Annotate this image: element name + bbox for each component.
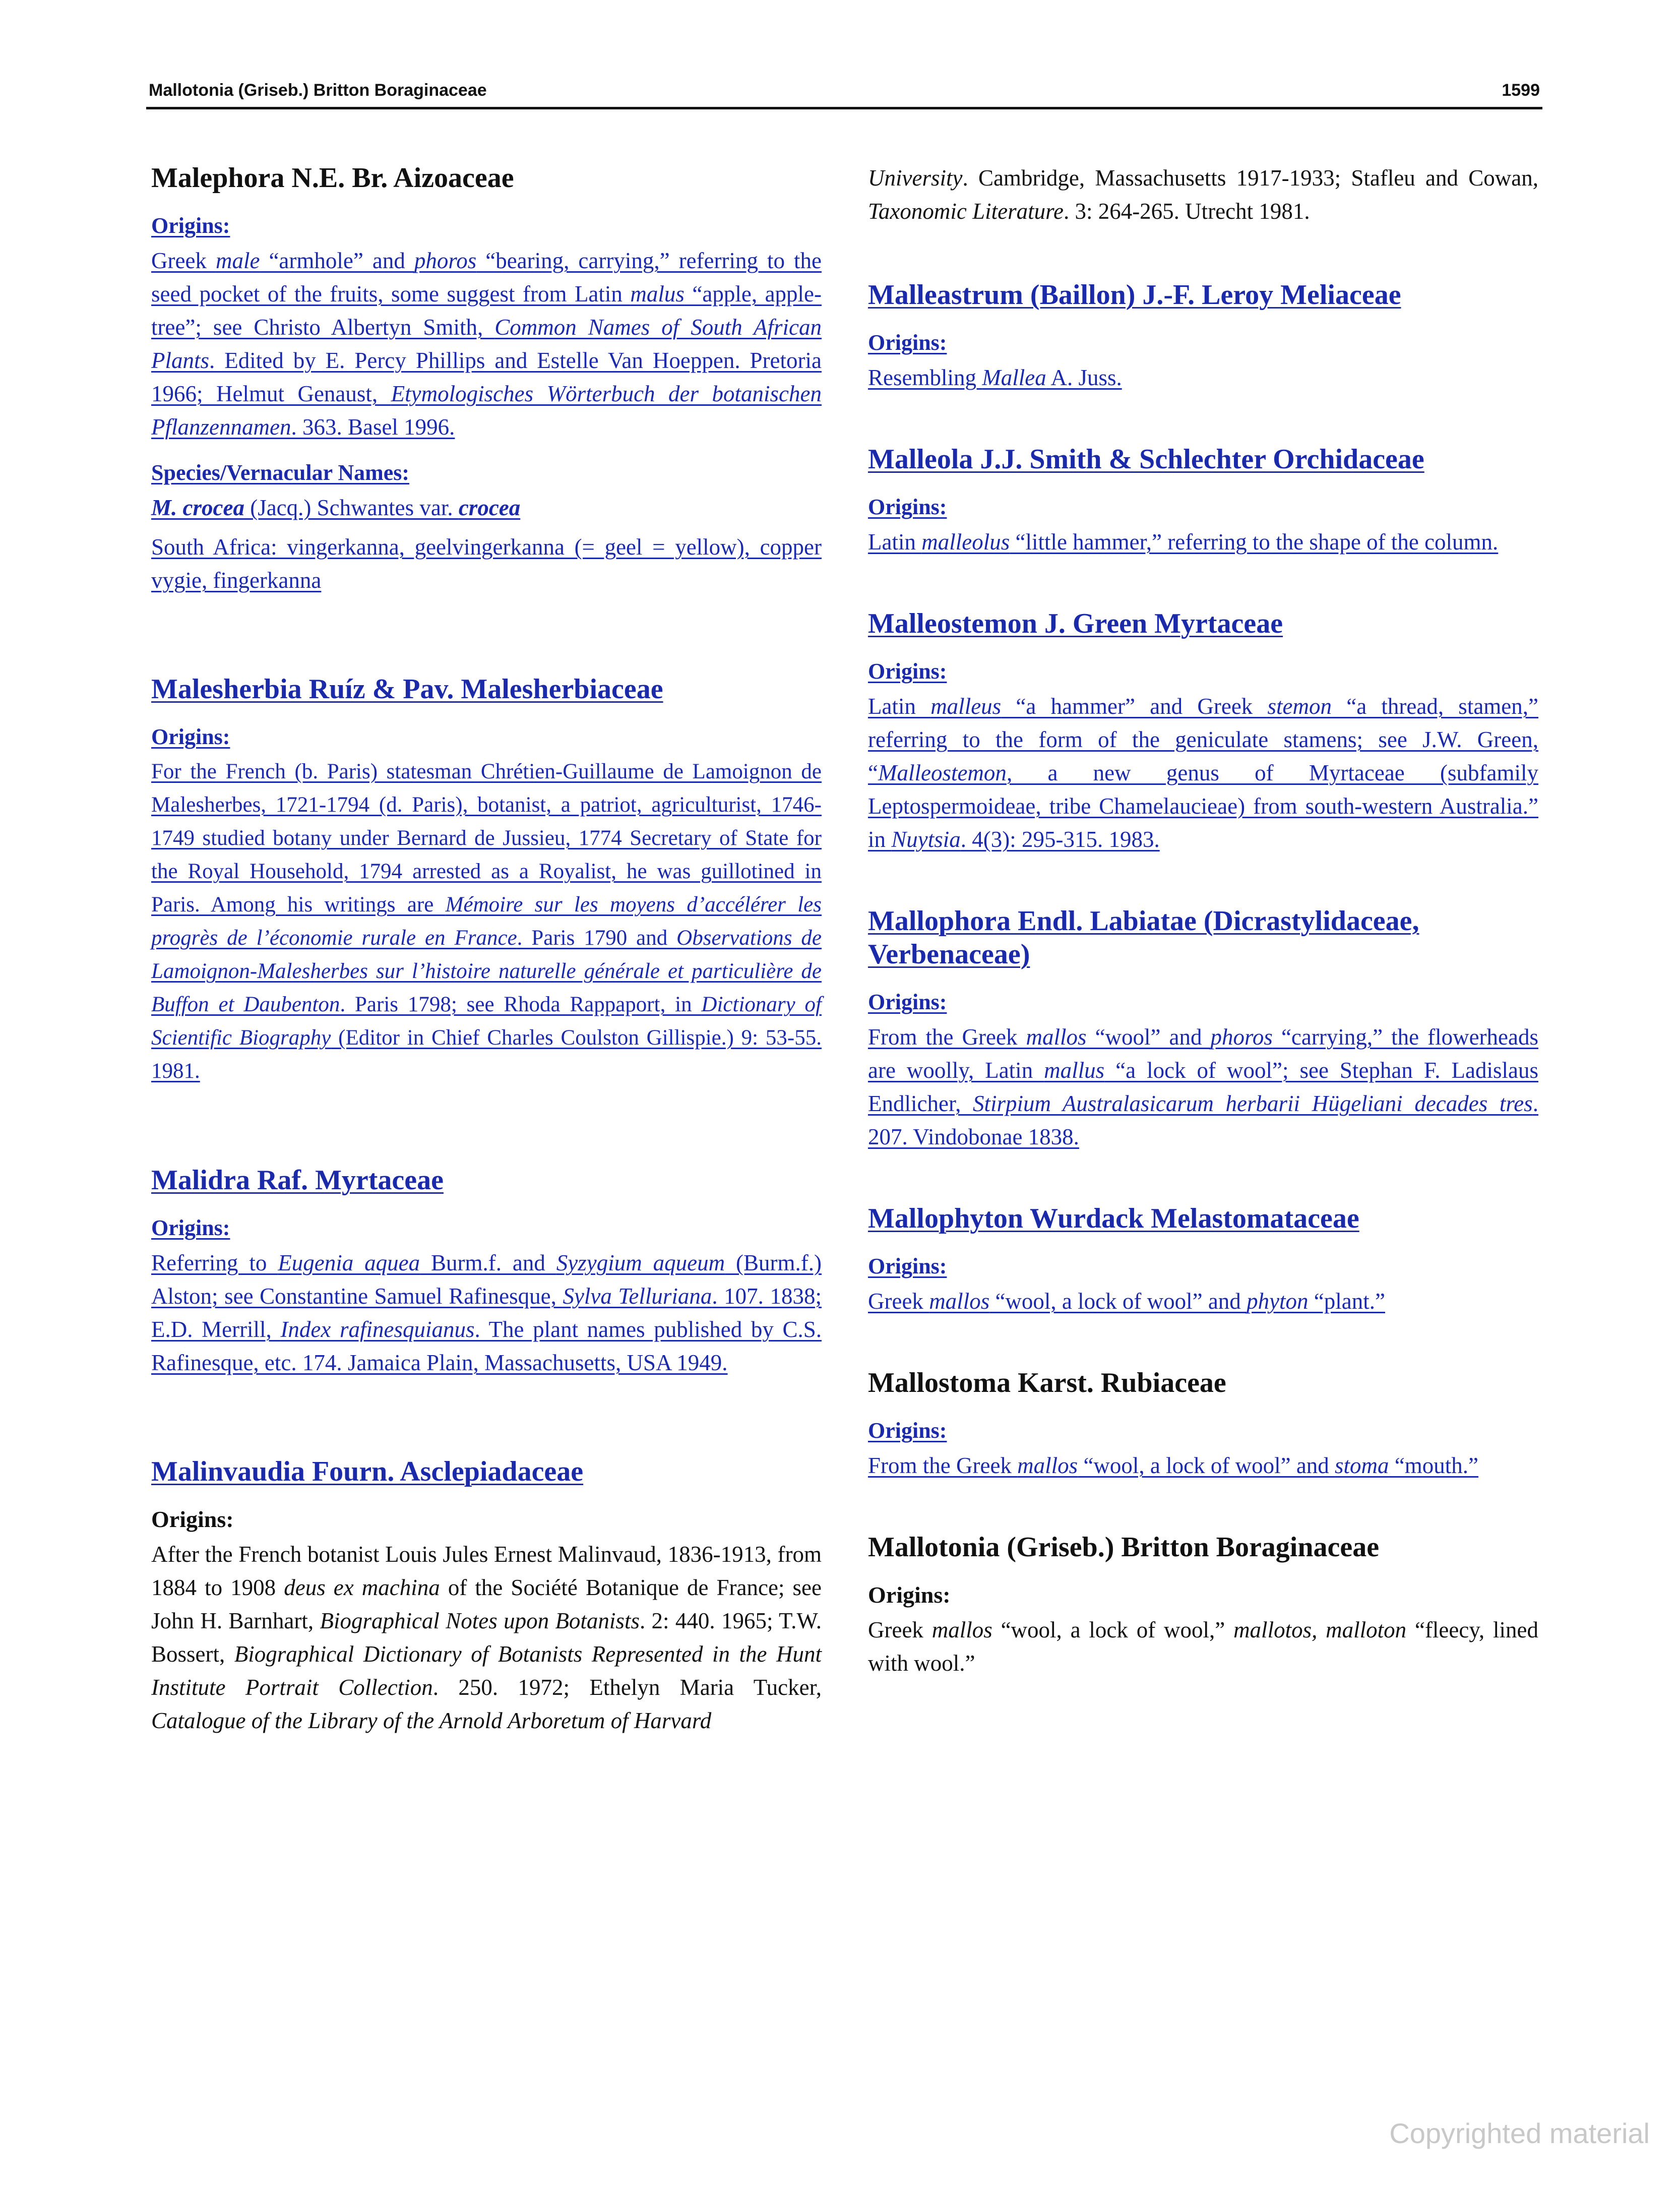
left-column xyxy=(151,161,822,1786)
text-segment: “a thread, stamen,” referring to the form of the geniculate stamens; see J.W. Green, “ xyxy=(868,694,1538,785)
origins-text xyxy=(151,1538,822,1737)
text-segment: “carrying,” the flowerheads are woolly, Latin xyxy=(868,1024,1538,1083)
origins-text[interactable] xyxy=(151,755,822,1088)
text-segment: . Edited by E. Percy Phillips and Estelle Van Hoeppen. Pretoria 1966; Helmut Genaust, xyxy=(151,348,822,406)
origins-label[interactable]: Origins: xyxy=(151,1215,230,1240)
italic-segment: Dictionary of Scientific Biography xyxy=(151,993,822,1050)
entry-title[interactable]: Mallophora Endl. Labiatae (Dicrastylidaceae, Verbenaceae) xyxy=(868,905,1419,970)
italic-segment: M. crocea xyxy=(151,495,244,520)
text-segment: . 2: 440. 1965; T.W. Bossert, xyxy=(151,1608,822,1667)
italic-segment: Taxonomic Literature xyxy=(868,199,1064,224)
italic-segment: Mémoire sur les moyens d’accélérer les progrès de l’économie rurale en France xyxy=(151,893,822,950)
italic-segment: mallotos, malloton xyxy=(1233,1617,1407,1642)
entry-mallotonia xyxy=(868,1531,1538,1680)
origins-label[interactable]: Origins: xyxy=(868,1418,947,1443)
italic-segment: Etymologisches Wörterbuch der botanischen Pflanzennamen xyxy=(151,381,822,440)
text-segment: For the French (b. Paris) statesman Chrétien-Guillaume de Lamoignon de Malesherbes, 1721-1794 (d. Paris), botanist, a patriot, agriculturist, 1746-1749 studied botany under Bernard de Jussieu, 1774 Secretary of State for the Royal Household, 1794 arrested as a Royalist, he was guillotined in Paris. Among his writings are xyxy=(151,760,822,917)
continuation-text xyxy=(868,161,1538,228)
text-segment: . 3: 264-265. Utrecht 1981. xyxy=(1063,199,1310,224)
origins-label: Origins: xyxy=(868,1582,951,1608)
italic-segment: Nuytsia xyxy=(891,827,961,852)
text-segment: “armhole” and xyxy=(260,248,414,273)
italic-segment: Index rafinesquianus xyxy=(280,1317,475,1342)
entry-title: Mallotonia (Griseb.) Britton Boraginaceae xyxy=(868,1532,1380,1563)
text-segment: (Burm.f.) Alston; see Constantine Samuel Rafinesque, xyxy=(151,1250,822,1309)
text-segment: . Cambridge, Massachusetts 1917-1933; Stafleu and Cowan, xyxy=(962,165,1538,191)
entry-title[interactable]: Malesherbia Ruíz & Pav. Malesherbiaceae xyxy=(151,674,663,705)
text-segment: . Paris 1790 and xyxy=(517,926,677,950)
page-number: 1599 xyxy=(1502,81,1540,100)
text-segment: . Paris 1798; see Rhoda Rappaport, in xyxy=(340,993,702,1016)
italic-segment: crocea xyxy=(458,495,521,520)
entry-malleostemon xyxy=(868,607,1538,856)
entry-title[interactable]: Malidra Raf. Myrtaceae xyxy=(151,1165,444,1196)
italic-segment: stemon xyxy=(1267,694,1332,719)
entry-malinvaudia xyxy=(151,1455,822,1737)
text-segment: A. Juss. xyxy=(1046,365,1122,390)
text-segment: Greek xyxy=(868,1289,929,1314)
italic-segment: Syzygium aqueum xyxy=(556,1250,725,1275)
text-segment: Referring to xyxy=(151,1250,278,1275)
text-segment: Greek xyxy=(151,248,216,273)
text-segment: “apple, apple-tree”; see Christo Albertyn Smith, xyxy=(151,281,822,340)
origins-text[interactable] xyxy=(868,361,1538,394)
italic-segment: phoros xyxy=(1210,1024,1273,1050)
italic-segment: Stirpium Australasicarum herbarii Hügeliani decades tres xyxy=(973,1091,1533,1116)
entry-mallophyton xyxy=(868,1202,1538,1318)
origins-label[interactable]: Origins: xyxy=(868,495,947,519)
italic-segment: Catalogue of the Library of the Arnold Arboretum of Harvard xyxy=(151,1708,712,1733)
italic-segment: malus xyxy=(630,281,685,307)
text-segment: “wool, a lock of wool” and xyxy=(1078,1453,1335,1478)
entry-mallostoma xyxy=(868,1366,1538,1482)
entry-title[interactable]: Mallophyton Wurdack Melastomataceae xyxy=(868,1203,1359,1234)
text-segment: “wool, a lock of wool” and xyxy=(989,1289,1247,1314)
origins-label[interactable]: Origins: xyxy=(868,990,947,1014)
running-title: Mallotonia (Griseb.) Britton Boraginaceae xyxy=(149,81,487,100)
text-segment: . 363. Basel 1996. xyxy=(291,414,455,440)
origins-label[interactable]: Origins: xyxy=(868,659,947,684)
text-segment: Latin xyxy=(868,694,931,719)
italic-segment: Eugenia aquea xyxy=(278,1250,420,1275)
entry-malephora xyxy=(151,161,822,597)
entry-malleastrum xyxy=(868,278,1538,394)
italic-segment: Sylva Telluriana xyxy=(563,1284,712,1309)
origins-label[interactable]: Origins: xyxy=(868,330,947,355)
origins-text[interactable] xyxy=(151,1246,822,1379)
text-segment: (Jacq.) Schwantes var. xyxy=(244,495,459,520)
text-segment: , a new genus of Myrtaceae (subfamily Leptospermoideae, tribe Chamelaucieae) from south-western Australia.” in xyxy=(868,760,1538,852)
text-segment: Resembling xyxy=(868,365,982,390)
entry-continuation xyxy=(868,161,1538,228)
italic-segment: mallus xyxy=(1044,1058,1105,1083)
text-segment: “a lock of wool”; see Stephan F. Ladislaus Endlicher, xyxy=(868,1058,1538,1116)
text-segment: Latin xyxy=(868,529,922,555)
italic-segment: malleolus xyxy=(921,529,1010,555)
italic-segment: stoma xyxy=(1335,1453,1389,1478)
italic-segment: Observations de Lamoignon-Malesherbes sur l’histoire naturelle générale et particulière de Buffon et Daubenton xyxy=(151,926,822,1016)
text-segment: “mouth.” xyxy=(1389,1453,1479,1478)
italic-segment: Common Names of South African Plants xyxy=(151,315,822,373)
text-segment: “little hammer,” referring to the shape of the column. xyxy=(1010,529,1499,555)
text-segment: (Editor in Chief Charles Coulston Gillispie.) 9: 53-55. 1981. xyxy=(151,1026,822,1083)
italic-segment: mallos xyxy=(1017,1453,1078,1478)
origins-label[interactable]: Origins: xyxy=(868,1254,947,1278)
text-segment: . 107. 1838; E.D. Merrill, xyxy=(151,1284,822,1342)
origins-text[interactable] xyxy=(868,1285,1538,1318)
text-segment: “wool, a lock of wool,” xyxy=(992,1617,1234,1642)
italic-segment: mallos xyxy=(931,1617,992,1642)
origins-text[interactable] xyxy=(868,1020,1538,1153)
text-segment: “bearing, carrying,” referring to the seed pocket of the fruits, some suggest from Latin xyxy=(151,248,822,307)
italic-segment: Biographical Notes upon Botanists xyxy=(320,1608,640,1633)
italic-segment: University xyxy=(868,165,963,191)
entry-title: Mallostoma Karst. Rubiaceae xyxy=(868,1367,1226,1398)
right-column xyxy=(868,161,1538,1728)
text-segment: of the Société Botanique de France; see John H. Barnhart, xyxy=(151,1575,822,1633)
entry-malesherbia xyxy=(151,673,822,1088)
italic-segment: Biographical Dictionary of Botanists Represented in the Hunt Institute Portrait Collection xyxy=(151,1641,822,1700)
text-segment: Greek xyxy=(868,1617,932,1642)
text-segment: “fleecy, lined with wool.” xyxy=(868,1617,1538,1676)
text-segment: . 207. Vindobonae 1838. xyxy=(868,1091,1538,1149)
origins-text xyxy=(868,1613,1538,1680)
origins-text[interactable] xyxy=(868,525,1538,559)
text-segment: “plant.” xyxy=(1308,1289,1385,1314)
copyright-watermark: Copyrighted material xyxy=(1389,2117,1650,2149)
italic-segment: Mallea xyxy=(982,365,1046,390)
italic-segment: mallos xyxy=(929,1289,990,1314)
text-segment: . 4(3): 295-315. 1983. xyxy=(960,827,1160,852)
entry-malleola xyxy=(868,443,1538,559)
header-rule xyxy=(146,107,1542,109)
entry-title: Malephora N.E. Br. Aizoaceae xyxy=(151,162,514,194)
species-label[interactable]: Species/Vernacular Names: xyxy=(151,460,410,485)
origins-text[interactable] xyxy=(868,1449,1538,1482)
entry-mallophora xyxy=(868,904,1538,1153)
text-segment: “a hammer” and Greek xyxy=(1001,694,1268,719)
italic-segment: Malleostemon xyxy=(878,760,1007,785)
entry-title[interactable]: Malinvaudia Fourn. Asclepiadaceae xyxy=(151,1456,584,1487)
italic-segment: mallos xyxy=(1026,1024,1087,1050)
entry-title[interactable]: Malleastrum (Baillon) J.-F. Leroy Meliaceae xyxy=(868,279,1401,311)
origins-label[interactable]: Origins: xyxy=(151,213,230,238)
italic-segment: phyton xyxy=(1247,1289,1309,1314)
italic-segment: phoros xyxy=(414,248,477,273)
text-segment: After the French botanist Louis Jules Ernest Malinvaud, 1836-1913, from 1884 to 1908 xyxy=(151,1542,822,1600)
text-segment: “wool” and xyxy=(1086,1024,1211,1050)
italic-segment: malleus xyxy=(930,694,1002,719)
entry-malidra xyxy=(151,1164,822,1379)
entry-title[interactable]: Malleostemon J. Green Myrtaceae xyxy=(868,608,1283,639)
running-head xyxy=(149,81,1540,100)
entry-title[interactable]: Malleola J.J. Smith & Schlechter Orchidaceae xyxy=(868,444,1424,475)
species-text[interactable] xyxy=(151,491,822,524)
italic-segment: male xyxy=(215,248,260,273)
vernacular-text[interactable]: South Africa: vingerkanna, geelvingerkanna (= geel = yellow), copper vygie, fingerkanna xyxy=(151,534,822,593)
text-segment: Burm.f. and xyxy=(420,1250,556,1275)
origins-label: Origins: xyxy=(151,1506,234,1532)
origins-text[interactable] xyxy=(868,690,1538,856)
origins-text[interactable] xyxy=(151,244,822,444)
text-segment: . The plant names published by C.S. Rafinesque, etc. 174. Jamaica Plain, Massachusetts, USA 1949. xyxy=(151,1317,822,1375)
italic-segment: deus ex machina xyxy=(284,1575,440,1600)
text-segment: From the Greek xyxy=(868,1024,1026,1050)
origins-label[interactable]: Origins: xyxy=(151,724,230,749)
text-segment: . 250. 1972; Ethelyn Maria Tucker, xyxy=(432,1675,822,1700)
text-segment: From the Greek xyxy=(868,1453,1018,1478)
